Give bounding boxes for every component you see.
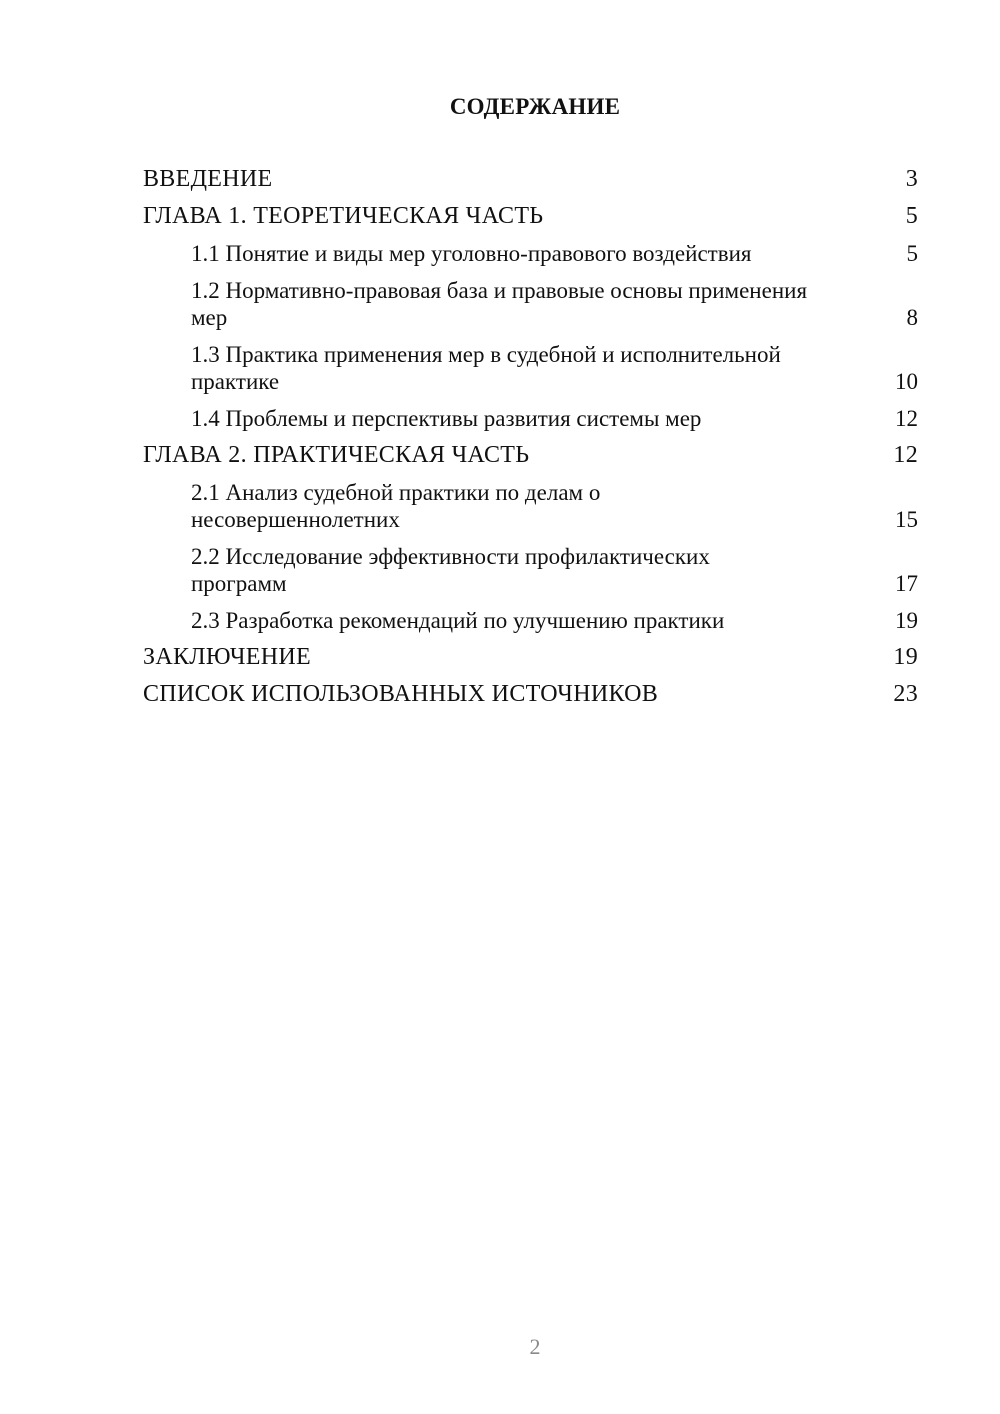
toc-entry-section-2-3[interactable]	[143, 607, 918, 634]
toc-entry-page: 12	[893, 442, 918, 468]
toc-entry-section-1-1[interactable]	[143, 240, 918, 267]
toc-entry-label: ВВЕДЕНИЕ	[143, 166, 273, 192]
toc-entry-label: 1.1 Понятие и виды мер уголовно-правового воздействия	[191, 241, 752, 266]
toc-entry-page: 19	[893, 644, 918, 670]
toc-entry-page: 8	[906, 305, 918, 330]
toc-entry-label: 2.3 Разработка рекомендаций по улучшению практики	[191, 608, 725, 633]
toc-entry-section-1-2[interactable]	[143, 277, 918, 331]
toc-entry-introduction[interactable]	[143, 166, 918, 193]
toc-entry-section-1-3[interactable]	[143, 341, 918, 395]
toc-entry-label: 2.1 Анализ судебной практики по делам о несовершеннолетних	[191, 480, 601, 532]
toc-entry-page: 19	[895, 608, 918, 633]
toc-entry-label: ГЛАВА 2. ПРАКТИЧЕСКАЯ ЧАСТЬ	[143, 442, 530, 468]
page-title: СОДЕРЖАНИЕ	[449, 94, 621, 119]
toc-entry-section-1-4[interactable]	[143, 405, 918, 432]
table-of-contents	[143, 166, 918, 718]
toc-entry-page: 3	[905, 166, 918, 192]
toc-entry-conclusion[interactable]	[143, 644, 918, 671]
page-number: 2	[529, 1334, 541, 1359]
toc-entry-label: ЗАКЛЮЧЕНИЕ	[143, 644, 311, 670]
toc-entry-chapter-2[interactable]	[143, 442, 918, 469]
toc-entry-label: 1.2 Нормативно-правовая база и правовые основы применения мер	[191, 278, 808, 330]
toc-entry-label: 1.4 Проблемы и перспективы развития системы мер	[191, 406, 702, 431]
toc-entry-label: ГЛАВА 1. ТЕОРЕТИЧЕСКАЯ ЧАСТЬ	[143, 203, 544, 229]
toc-entry-page: 10	[895, 369, 918, 394]
toc-entry-page: 17	[895, 571, 918, 596]
toc-entry-page: 15	[895, 507, 918, 532]
toc-entry-page: 23	[893, 681, 918, 707]
toc-entry-label: 2.2 Исследование эффективности профилактических программ	[191, 544, 710, 596]
toc-entry-section-2-1[interactable]	[143, 479, 918, 533]
toc-entry-label: 1.3 Практика применения мер в судебной и исполнительной практике	[191, 342, 781, 394]
toc-entry-page: 12	[895, 406, 918, 431]
toc-entry-page: 5	[906, 241, 918, 266]
toc-entry-page: 5	[905, 203, 918, 229]
toc-entry-section-2-2[interactable]	[143, 543, 918, 597]
toc-entry-chapter-1[interactable]	[143, 203, 918, 230]
toc-entry-references[interactable]	[143, 681, 918, 708]
toc-entry-label: СПИСОК ИСПОЛЬЗОВАННЫХ ИСТОЧНИКОВ	[143, 681, 659, 707]
